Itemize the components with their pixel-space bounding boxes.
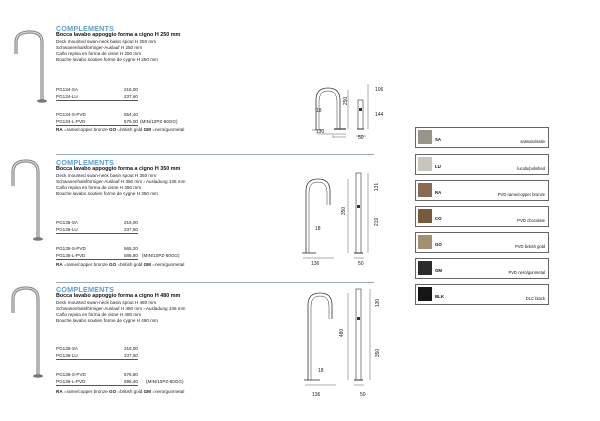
- dim-inner: 18: [316, 108, 322, 114]
- swatch-name: PVD nero/gunmetal: [508, 270, 545, 275]
- code-row: [56, 372, 138, 378]
- swatch-code: GM: [435, 268, 443, 273]
- product-price: 216,00: [123, 346, 138, 351]
- swatch-gm: [415, 258, 549, 279]
- spout-350-photo: [6, 158, 46, 243]
- product-price: 554,40: [123, 112, 138, 117]
- swatch-code: GO: [435, 242, 442, 247]
- section-separator: [56, 282, 374, 283]
- divider: [56, 359, 138, 360]
- order-note: (MIN/10PZ-60GG): [142, 253, 180, 258]
- swatch-name: PVD british gold: [514, 244, 545, 249]
- product-price: 216,00: [123, 220, 138, 225]
- product-price: 698,40: [123, 379, 138, 384]
- spout-250-drawing: [298, 80, 408, 145]
- desc-es: Caño repisa en forma de cisne H 350 mm: [56, 185, 142, 190]
- desc-en: Deck mounted swan-neck basin spout H 250 mm: [56, 39, 157, 44]
- divider: [56, 125, 138, 126]
- dim-foot: 50: [360, 392, 366, 398]
- product-code: PG136-S-PVD: [56, 372, 86, 377]
- product-code: PG135-L-PVD: [56, 253, 86, 258]
- desc-de: Schwanenhalsförmiger-Auslauf H 350 mm › Ausladung 136 mm: [56, 179, 186, 184]
- dim-height: 480: [339, 328, 346, 338]
- desc-fr: Bouche lavabo soutien forme de cygne H 480 mm: [56, 318, 158, 323]
- product-code: PG134-SA: [56, 87, 78, 92]
- desc-en: Deck mounted swan-neck basin spout H 350 mm: [56, 173, 157, 178]
- divider: [56, 100, 138, 101]
- swatch-chip: [418, 183, 432, 197]
- spout-350-drawing: [298, 165, 408, 265]
- swatch-chip: [418, 235, 432, 249]
- swatch-name: DLC black: [525, 296, 545, 301]
- dim-foot: 50: [358, 261, 364, 267]
- swatch-chip: [418, 209, 432, 223]
- product-price: 237,60: [123, 94, 138, 99]
- swatch-chip: [418, 287, 432, 301]
- dim-top: 131: [374, 182, 381, 192]
- product-price: 576,00: [123, 119, 138, 124]
- dim-lower: 219: [374, 217, 381, 227]
- product-code: PG136-L-PVD: [56, 379, 86, 384]
- section-title: COMPLEMENTS: [56, 158, 115, 167]
- product-name: Bocca lavabo appoggio forma a cigno H 480 mm: [56, 293, 181, 299]
- product-code: PG135-S-PVD: [56, 246, 86, 251]
- product-price: 237,60: [123, 227, 138, 232]
- desc-es: Caño repisa en forma de cisne H 250 mm: [56, 51, 142, 56]
- desc-fr: Bouche lavabo soutien forme de cygne H 350 mm: [56, 191, 158, 196]
- spout-480-drawing: [298, 285, 408, 400]
- dim-foot: 50: [358, 135, 364, 141]
- product-name: Bocca lavabo appoggio forma a cigno H 350 mm: [56, 166, 181, 172]
- dim-base: 136: [311, 261, 320, 267]
- swatch-name: lucido/polished: [517, 166, 545, 171]
- dim-base: 136: [312, 392, 321, 398]
- product-code: PG135-SA: [56, 220, 78, 225]
- finish-legend: RA =rame/copper bronze GO =british gold GM =nero/gunmetal: [56, 262, 185, 267]
- swatch-co: [415, 206, 549, 227]
- dim-height: 350: [341, 206, 348, 216]
- dim-lower: 144: [375, 112, 384, 118]
- product-code: PG136-SA: [56, 346, 78, 351]
- desc-de: Schwanenhalsförmiger-Auslauf H 250 mm: [56, 45, 143, 50]
- divider: [56, 233, 138, 234]
- dim-height: 250: [343, 96, 350, 106]
- order-note: (MIN/10PZ-60GG): [146, 379, 184, 384]
- swatch-chip: [418, 130, 432, 144]
- dim-inner: 18: [315, 226, 321, 232]
- product-price: 565,20: [123, 246, 138, 251]
- swatch-chip: [418, 261, 432, 275]
- section-title: COMPLEMENTS: [56, 285, 115, 294]
- dim-inner: 18: [318, 368, 324, 374]
- swatch-code: LU: [435, 164, 441, 169]
- product-price: 676,80: [123, 372, 138, 377]
- dim-top: 106: [375, 87, 384, 93]
- product-code: PG135-LU: [56, 227, 78, 232]
- swatch-name: PVD chocolate: [517, 218, 545, 223]
- dim-base: 130: [316, 129, 325, 135]
- dim-lower: 350: [375, 348, 382, 358]
- code-row: [56, 112, 138, 118]
- swatch-name: satinato/satin: [520, 139, 545, 144]
- product-code: PG136-LU: [56, 353, 78, 358]
- product-price: 237,60: [123, 353, 138, 358]
- desc-de: Schwanenhalsförmiger-Auslauf H 480 mm › Ausladung 136 mm: [56, 306, 186, 311]
- dim-top: 130: [375, 298, 382, 308]
- divider: [56, 259, 138, 260]
- product-name: Bocca lavabo appoggio forma a cigno H 250 mm: [56, 32, 181, 38]
- desc-en: Deck mounted swan-neck basin spout H 480 mm: [56, 300, 157, 305]
- product-price: 216,00: [123, 87, 138, 92]
- section-title: COMPLEMENTS: [56, 24, 115, 33]
- product-code: PG134-S-PVD: [56, 112, 86, 117]
- desc-es: Caño repisa en forma de cisne H 480 mm: [56, 312, 142, 317]
- product-price: 586,80: [123, 253, 138, 258]
- swatch-chip: [418, 157, 432, 171]
- section-separator: [56, 154, 374, 155]
- swatch-lu: [415, 154, 549, 175]
- swatch-code: CO: [435, 216, 442, 221]
- product-code: PG134-L-PVD: [56, 119, 86, 124]
- swatch-sa: [415, 127, 549, 148]
- code-row: [56, 346, 138, 352]
- code-row: [56, 220, 138, 226]
- divider: [56, 385, 138, 386]
- desc-fr: Bouche lavabo soutien forme de cygne H 250 mm: [56, 57, 158, 62]
- spout-480-photo: [6, 285, 46, 380]
- spout-250-photo: [8, 30, 48, 105]
- swatch-code: RA: [435, 190, 442, 195]
- swatch-go: [415, 232, 549, 253]
- swatch-code: BLK: [435, 294, 445, 299]
- swatch-ra: [415, 180, 549, 201]
- finish-legend: RA =rame/copper bronze GO =british gold GM =nero/gunmetal: [56, 127, 185, 132]
- finish-legend: RA =rame/copper bronze GO =british gold GM =nero/gunmetal: [56, 389, 185, 394]
- code-row: [56, 246, 138, 252]
- product-code: PG134-LU: [56, 94, 78, 99]
- swatch-code: SA: [435, 137, 442, 142]
- order-note: (MIN/10PZ-60GG): [140, 119, 178, 124]
- swatch-blk: [415, 284, 549, 305]
- swatch-name: PVD rame/copper bronze: [497, 192, 545, 197]
- code-row: [56, 87, 138, 93]
